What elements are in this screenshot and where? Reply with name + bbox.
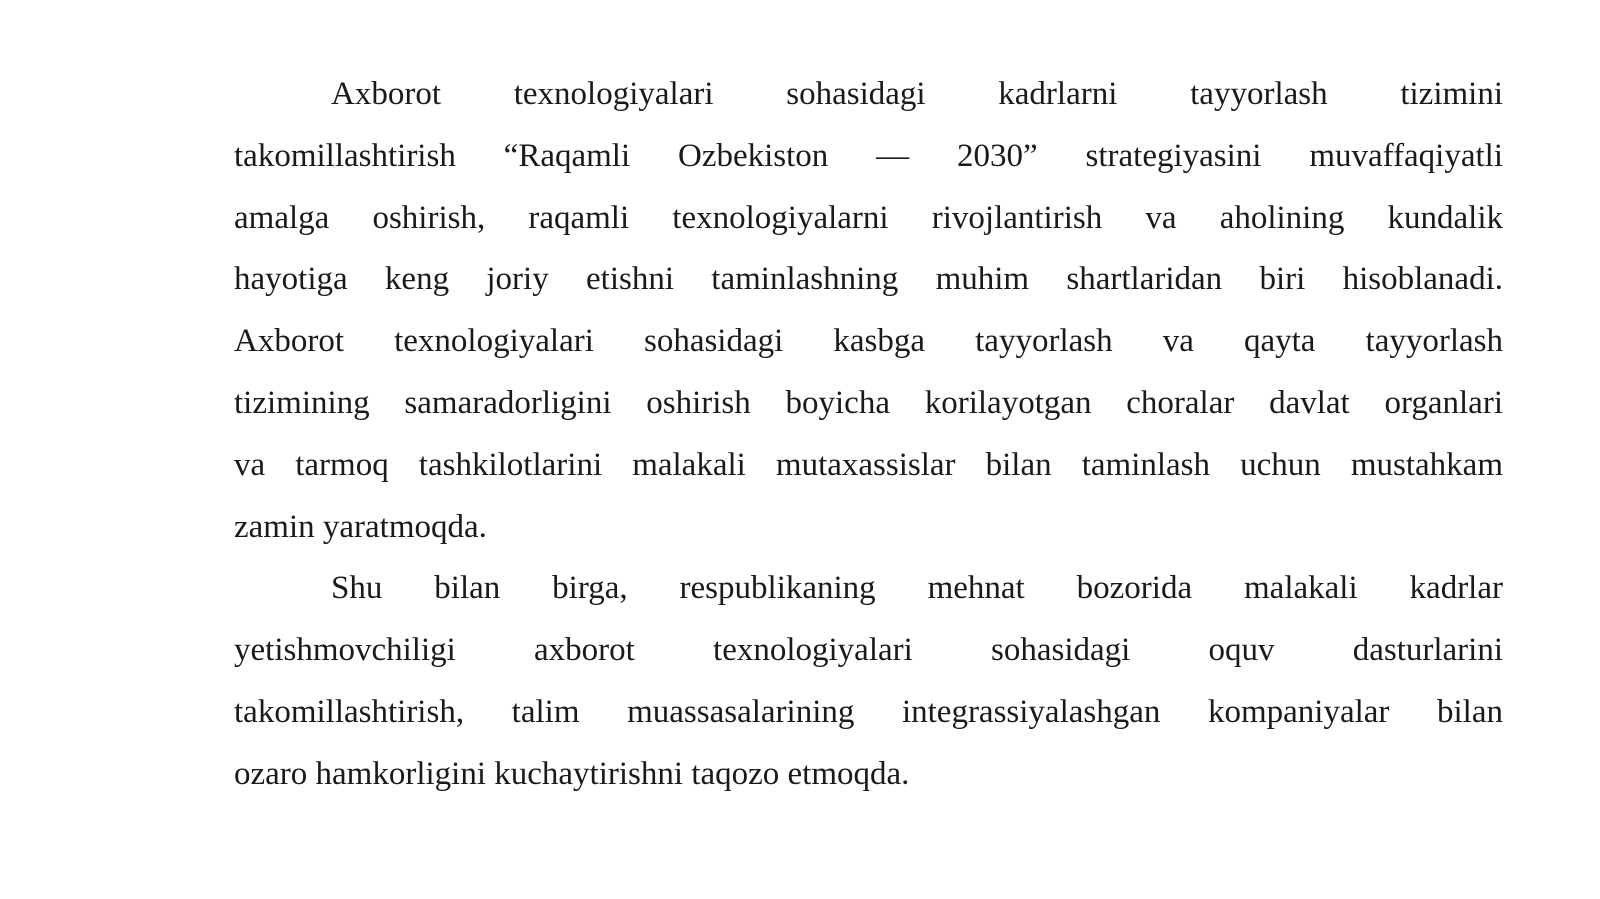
paragraph-line: tizimining samaradorligini oshirish boyicha korilayotgan choralar davlat organlari — [234, 384, 1503, 421]
paragraph-line: yetishmovchiligi axborot texnologiyalari sohasidagi oquv dasturlarini — [234, 632, 1503, 669]
paragraph-line: ozaro hamkorligini kuchaytirishni taqozo etmoqda. — [234, 755, 910, 792]
paragraph-2 — [234, 558, 1503, 805]
document-body — [234, 64, 1503, 806]
paragraph-line: Axborot texnologiyalari sohasidagi kasbga tayyorlash va qayta tayyorlash — [234, 323, 1503, 360]
paragraph-line: hayotiga keng joriy etishni taminlashning muhim shartlaridan biri hisoblanadi. — [234, 261, 1503, 298]
paragraph-1 — [234, 64, 1503, 558]
paragraph-line: Axborot texnologiyalari sohasidagi kadrlarni tayyorlash tizimini — [331, 76, 1503, 112]
paragraph-line: takomillashtirish “Raqamli Ozbekiston — 2030” strategiyasini muvaffaqiyatli — [234, 137, 1503, 174]
paragraph-line: takomillashtirish, talim muassasalarining integrassiyalashgan kompaniyalar bilan — [234, 693, 1503, 730]
paragraph-line: va tarmoq tashkilotlarini malakali mutaxassislar bilan taminlash uchun mustahkam — [234, 446, 1503, 483]
paragraph-line: amalga oshirish, raqamli texnologiyalarni rivojlantirish va aholining kundalik — [234, 199, 1503, 236]
paragraph-line: Shu bilan birga, respublikaning mehnat bozorida malakali kadrlar — [331, 570, 1503, 607]
paragraph-line: zamin yaratmoqda. — [234, 508, 487, 545]
